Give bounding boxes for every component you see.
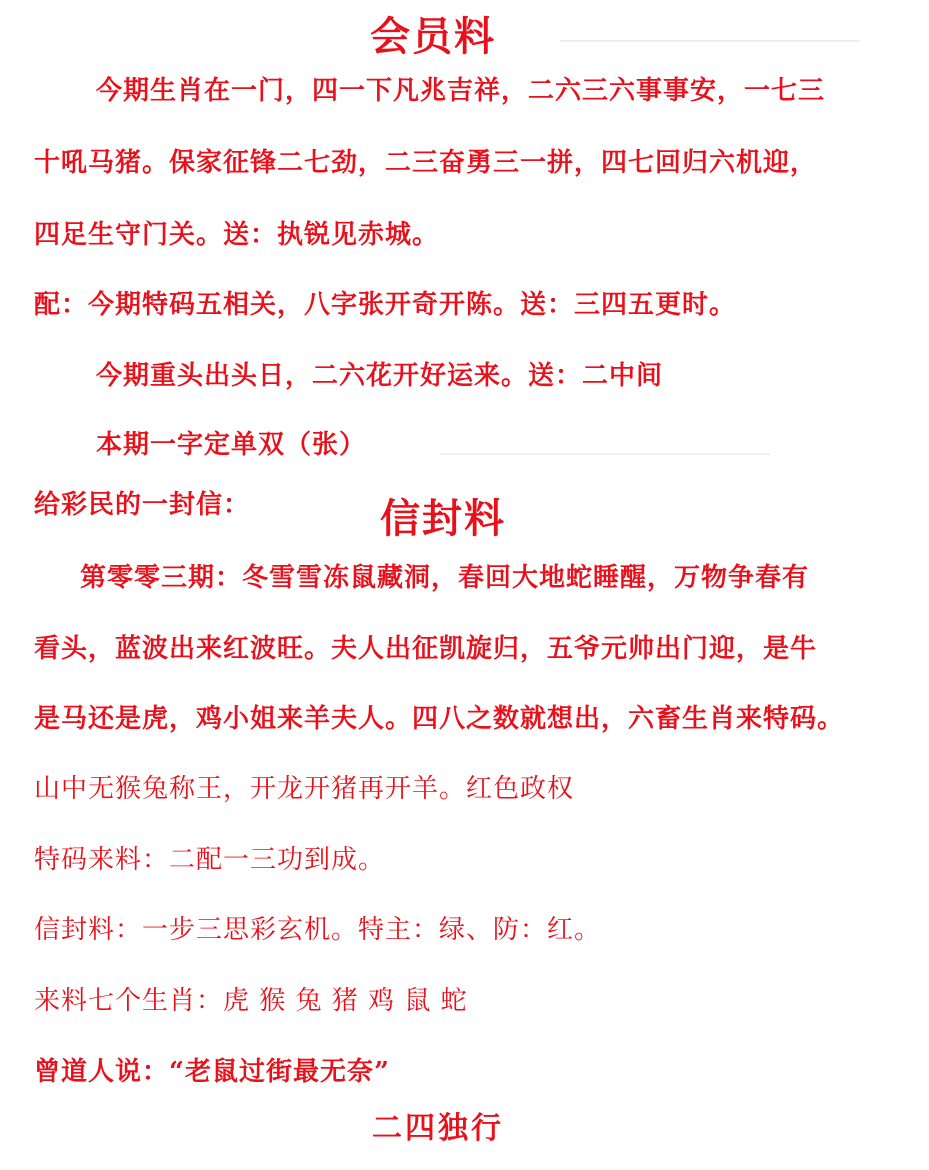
members-line-3: 四足生守门关。送：执锐见赤城。 [34,220,440,250]
members-line-5: 今期重头出头日，二六花开好运来。送：二中间 [96,361,664,391]
title-xinfengliao: 信封料 [380,495,506,542]
envelope-line-3: 是马还是虎，鸡小姐来羊夫人。四八之数就想出，六畜生肖来特码。 [34,704,845,734]
members-line-1: 今期生肖在一门，四一下凡兆吉祥，二六三六事事安，一七三 [96,76,826,106]
envelope-line-7: 来料七个生肖：虎 猴 兔 猪 鸡 鼠 蛇 [34,986,468,1016]
members-line-2: 十吼马猪。保家征锋二七劲，二三奋勇三一拼，四七回归六机迎， [34,148,818,178]
members-line-4: 配：今期特码五相关，八字张开奇开陈。送：三四五更时。 [34,290,737,320]
footer-title: 二四独行 [372,1111,504,1146]
envelope-line-8: 曾道人说：“老鼠过街最无奈” [34,1057,390,1087]
envelope-line-5: 特码来料：二配一三功到成。 [34,845,386,875]
envelope-line-1: 第零零三期：冬雪雪冻鼠藏洞，春回大地蛇睡醒，万物争春有 [80,563,810,593]
members-line-6: 本期一字定单双（张） [96,430,367,460]
envelope-line-4: 山中无猴兔称王，开龙开猪再开羊。红色政权 [34,774,575,804]
scan-artifact-top [560,40,860,42]
scan-artifact-mid [440,453,770,455]
letter-intro: 给彩民的一封信： [34,490,251,520]
envelope-line-6: 信封料：一步三思彩玄机。特主：绿、防：红。 [34,915,602,945]
title-huiyuanliao: 会员料 [370,13,496,60]
envelope-line-2: 看头，蓝波出来红波旺。夫人出征凯旋归，五爷元帅出门迎，是牛 [34,634,818,664]
